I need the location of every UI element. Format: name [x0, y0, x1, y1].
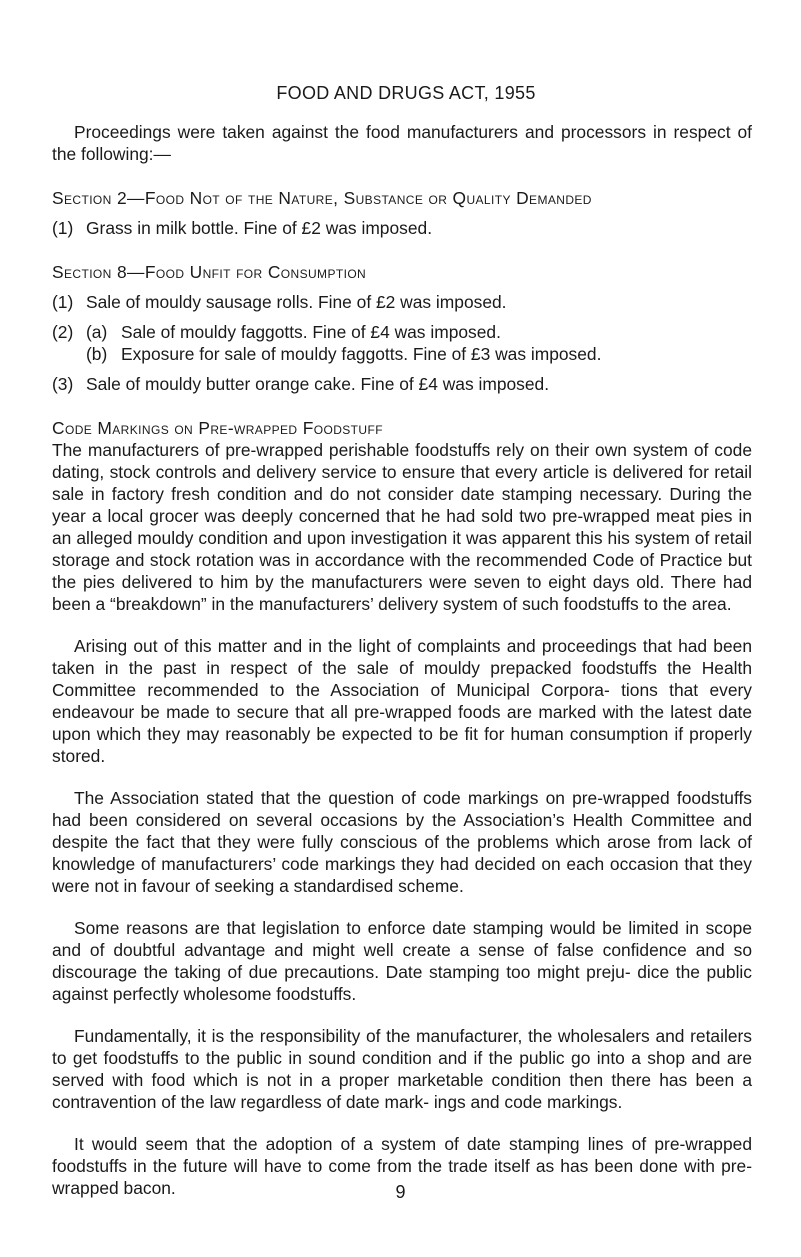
section-8-item-3: [52, 373, 752, 395]
item-number: (3): [52, 374, 74, 394]
body-paragraph: Arising out of this matter and in the light of complaints and proceedings that had been taken in the past in respect of the sale of mouldy prepacked foodstuffs the Health Committee recommended to the Association of Municipal Corpora- tions that every endeavour be made to secure that all pre-wrapped foods are marked with the latest date upon which they may reasonably be expected to be fit for human consumption if properly stored.: [52, 636, 752, 766]
body-paragraph: The manufacturers of pre-wrapped perishable foodstuffs rely on their own system of code dating, stock controls and delivery service to ensure that every article is delivered for retail sale in factory fresh condition and do not consider date stamping necessary. During the year a local grocer was deeply concerned that he had sold two pre-wrapped meat pies in an alleged mouldy condition and upon investigation it was apparent this his system of retail storage and stock rotation was in accordance with the recommended Code of Practice but the pies delivered to him by the manufacturers were seven to eight days old. There had been a “breakdown” in the manufacturers’ delivery system of such foodstuffs to the area.: [52, 440, 752, 614]
document-title: FOOD AND DRUGS ACT, 1955: [276, 83, 536, 103]
sub-item-label: (a): [86, 322, 108, 342]
body-paragraph: Some reasons are that legislation to enforce date stamping would be limited in scope and of doubtful advantage and might well create a sense of false confidence and so discourage the taking of due precautions. Date stamping too might preju- dice the public against perfectly wholesome foodstuffs.: [52, 918, 752, 1004]
item-text: Grass in milk bottle. Fine of £2 was imposed.: [86, 218, 433, 238]
item-text: Sale of mouldy butter orange cake. Fine of £4 was imposed.: [86, 374, 550, 394]
section-2-heading: Section 2—Food Not of the Nature, Substance or Quality Demanded: [52, 188, 592, 208]
body-paragraph: The Association stated that the question of code markings on pre-wrapped foodstuffs had been considered on several occasions by the Association’s Health Committee and despite the fact that they were fully conscious of the problems which arose from lack of knowledge of manufacturers’ code markings they had decided on each occasion that they were not in favour of seeking a standardised scheme.: [52, 788, 752, 896]
body-paragraph: It would seem that the adoption of a system of date stamping lines of pre-wrapped foodstuffs in the future will have to come from the trade itself as has been done with pre-wrapped bacon.: [52, 1134, 752, 1198]
body-paragraph: Fundamentally, it is the responsibility of the manufacturer, the wholesalers and retailers to get foodstuffs to the public in sound condition and if the public go into a shop and are served with food which is not in a proper marketable condition then there has been a contravention of the law regardless of date mark- ings and code markings.: [52, 1026, 752, 1112]
section-8-item-1: [52, 291, 752, 313]
section-2-item-1: [52, 217, 752, 239]
item-text: Sale of mouldy faggotts. Fine of £4 was imposed.: [121, 322, 501, 342]
intro-paragraph: Proceedings were taken against the food manufacturers and processors in respect of the following:—: [52, 122, 752, 164]
page-number: 9: [395, 1182, 406, 1202]
section-8-item-2b: [52, 343, 752, 365]
item-number: (1): [52, 218, 74, 238]
code-markings-heading: Code Markings on Pre-wrapped Foodstuff: [52, 418, 383, 438]
item-number: (2): [52, 322, 74, 342]
item-text: Sale of mouldy sausage rolls. Fine of £2 was imposed.: [86, 292, 507, 312]
sub-item-label: (b): [86, 344, 108, 364]
item-text: Exposure for sale of mouldy faggotts. Fine of £3 was imposed.: [121, 344, 602, 364]
section-8-item-2a: [52, 321, 752, 343]
section-8-heading: Section 8—Food Unfit for Consumption: [52, 262, 367, 282]
document-page: [52, 82, 752, 1199]
item-number: (1): [52, 292, 74, 312]
